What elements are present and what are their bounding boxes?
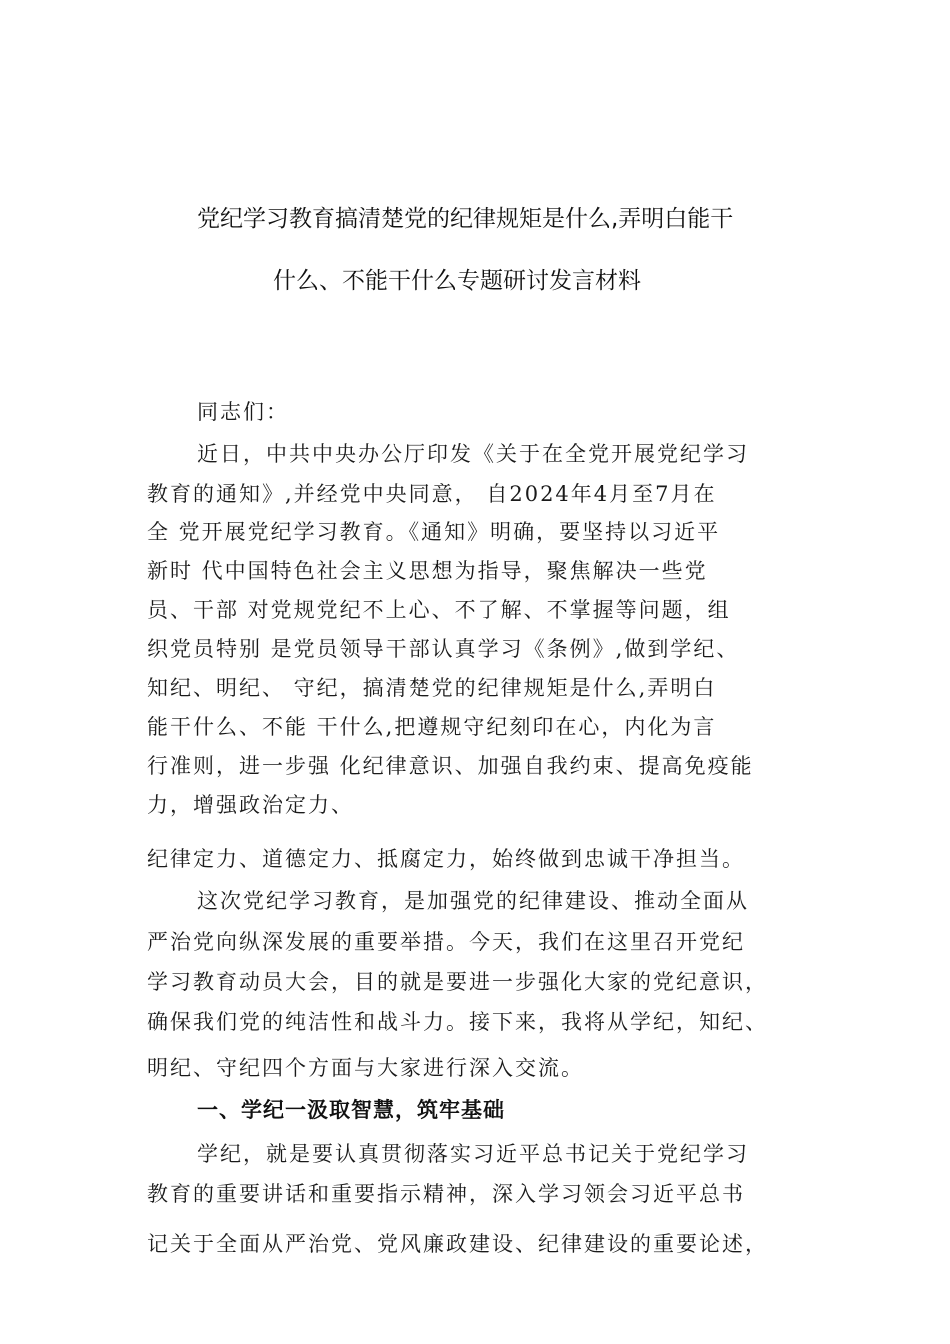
paragraph-line: 教育的通知》,并经党中央同意， 自2024年4月至7月在 xyxy=(147,482,717,506)
paragraph-line: 严治党向纵深发展的重要举措。今天，我们在这里召开党纪 xyxy=(147,930,745,954)
paragraph-line: 新时 代中国特色社会主义思想为指导，聚焦解决一些党 xyxy=(147,559,708,583)
paragraph-line: 教育的重要讲话和重要指示精神，深入学习领会习近平总书 xyxy=(147,1182,745,1206)
paragraph-line: 力，增强政治定力、 xyxy=(147,793,354,817)
paragraph-line: 近日，中共中央办公厅印发《关于在全党开展党纪学习 xyxy=(197,442,749,466)
paragraph-line: 全 党开展党纪学习教育。《通知》明确，要坚持以习近平 xyxy=(147,520,721,544)
section-heading: 一、学纪一汲取智慧，筑牢基础 xyxy=(197,1098,505,1122)
salutation: 同志们： xyxy=(197,400,289,424)
paragraph-line: 明纪、守纪四个方面与大家进行深入交流。 xyxy=(147,1056,584,1080)
paragraph-line: 行准则，进一步强 化纪律意识、加强自我约束、提高免疫能 xyxy=(147,754,754,778)
paragraph-line: 员、干部 对党规党纪不上心、不了解、不掌握等问题，组 xyxy=(147,598,731,622)
paragraph-line: 这次党纪学习教育，是加强党的纪律建设、推动全面从 xyxy=(197,889,749,913)
paragraph-line: 织党员特别 是党员领导干部认真学习《条例》,做到学纪、 xyxy=(147,637,740,661)
paragraph-line: 知纪、明纪、 守纪，搞清楚党的纪律规矩是什么,弄明白 xyxy=(147,676,717,700)
paragraph-line: 能干什么、不能 干什么,把遵规守纪刻印在心，内化为言 xyxy=(147,715,717,739)
paragraph-line: 记关于全面从严治党、党风廉政建设、纪律建设的重要论述， xyxy=(147,1232,768,1256)
paragraph-line: 学纪，就是要认真贯彻落实习近平总书记关于党纪学习 xyxy=(197,1142,749,1166)
document-title-line-2: 什么、不能干什么专题研讨发言材料 xyxy=(273,268,641,294)
paragraph-line: 纪律定力、道德定力、抵腐定力，始终做到忠诚干净担当。 xyxy=(147,847,745,871)
paragraph-line: 学习教育动员大会，目的就是要进一步强化大家的党纪意识， xyxy=(147,970,768,994)
paragraph-line: 确保我们党的纯洁性和战斗力。接下来，我将从学纪，知纪、 xyxy=(147,1010,768,1034)
document-title-line-1: 党纪学习教育搞清楚党的纪律规矩是什么,弄明白能干 xyxy=(197,206,734,232)
